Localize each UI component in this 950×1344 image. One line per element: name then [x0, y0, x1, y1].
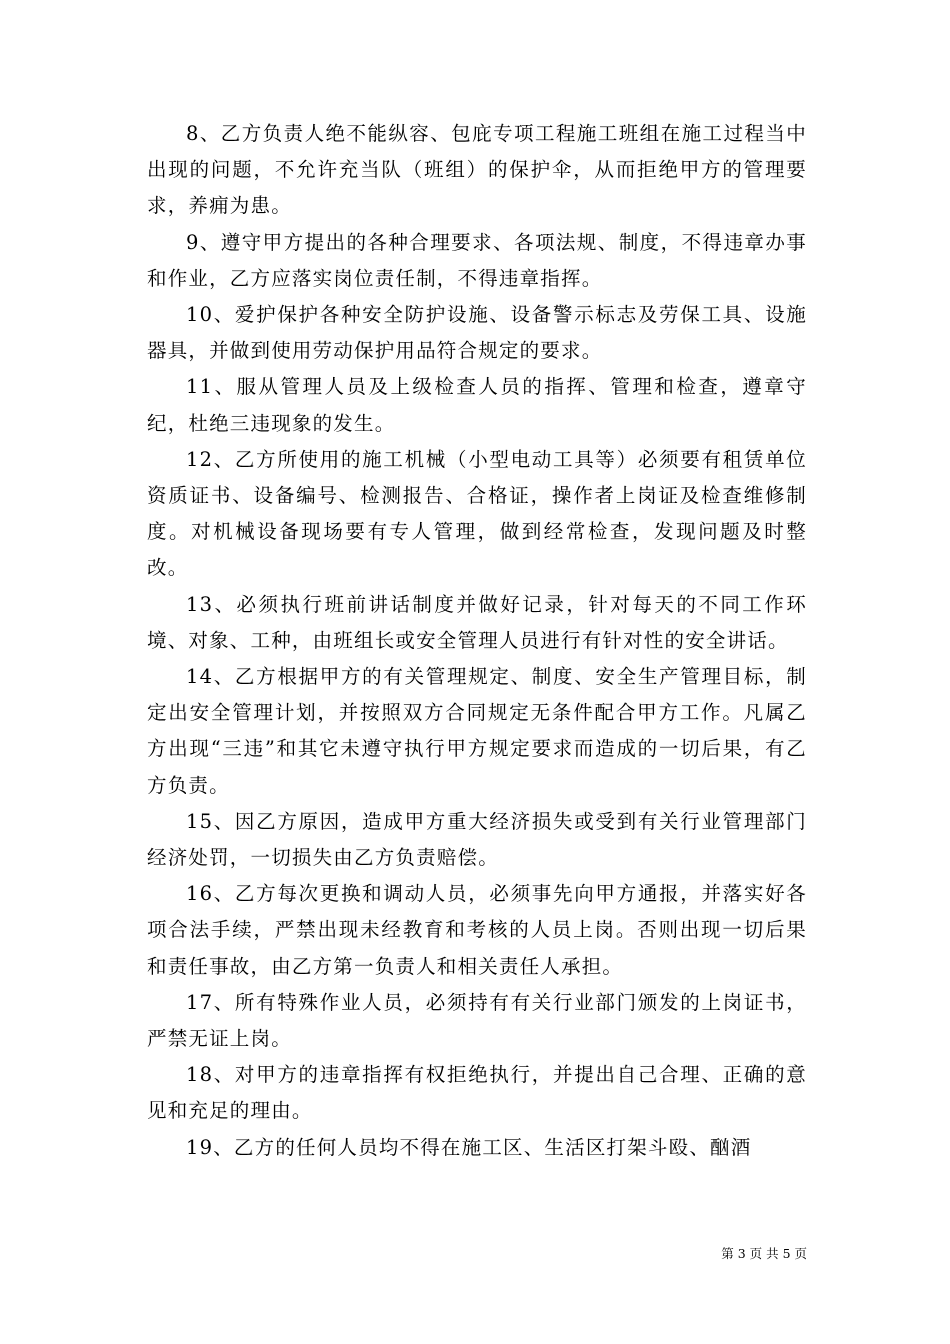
page-number-footer: 第 3 页 共 5 页: [721, 1246, 807, 1261]
paragraph-9: 9、遵守甲方提出的各种合理要求、各项法规、制度，不得违章办事和作业，乙方应落实岗位责任制，不得违章指挥。: [147, 230, 807, 290]
paragraph-11: 11、服从管理人员及上级检查人员的指挥、管理和检查，遵章守纪，杜绝三违现象的发生。: [147, 375, 807, 435]
paragraph-16: 16、乙方每次更换和调动人员，必须事先向甲方通报，并落实好各项合法手续，严禁出现未经教育和考核的人员上岗。否则出现一切后果和责任事故，由乙方第一负责人和相关责任人承担。: [147, 882, 807, 978]
paragraph-13: 13、必须执行班前讲话制度并做好记录，针对每天的不同工作环境、对象、工种，由班组长或安全管理人员进行有针对性的安全讲话。: [147, 592, 807, 652]
paragraph-19: 19、乙方的任何人员均不得在施工区、生活区打架斗殴、酗酒: [186, 1135, 752, 1159]
paragraph-12: 12、乙方所使用的施工机械（小型电动工具等）必须要有租赁单位资质证书、设备编号、检测报告、合格证，操作者上岗证及检查维修制度。对机械设备现场要有专人管理，做到经常检查，发现问题及时整改。: [147, 447, 807, 580]
paragraph-10: 10、爱护保护各种安全防护设施、设备警示标志及劳保工具、设施器具，并做到使用劳动保护用品符合规定的要求。: [147, 303, 807, 363]
paragraph-14: 14、乙方根据甲方的有关管理规定、制度、安全生产管理目标，制定出安全管理计划，并按照双方合同规定无条件配合甲方工作。凡属乙方出现“三违”和其它未遵守执行甲方规定要求而造成的一切后果，有乙方负责。: [147, 665, 807, 797]
paragraph-15: 15、因乙方原因，造成甲方重大经济损失或受到有关行业管理部门经济处罚，一切损失由乙方负责赔偿。: [147, 809, 807, 870]
document-body: [147, 116, 807, 1166]
paragraph-17: 17、所有特殊作业人员，必须持有有关行业部门颁发的上岗证书，严禁无证上岗。: [147, 990, 807, 1051]
paragraph-8: 8、乙方负责人绝不能纵容、包庇专项工程施工班组在施工过程当中出现的问题，不允许充当队（班组）的保护伞，从而拒绝甲方的管理要求，养痈为患。: [147, 122, 807, 218]
paragraph-18: 18、对甲方的违章指挥有权拒绝执行，并提出自己合理、正确的意见和充足的理由。: [147, 1063, 807, 1123]
